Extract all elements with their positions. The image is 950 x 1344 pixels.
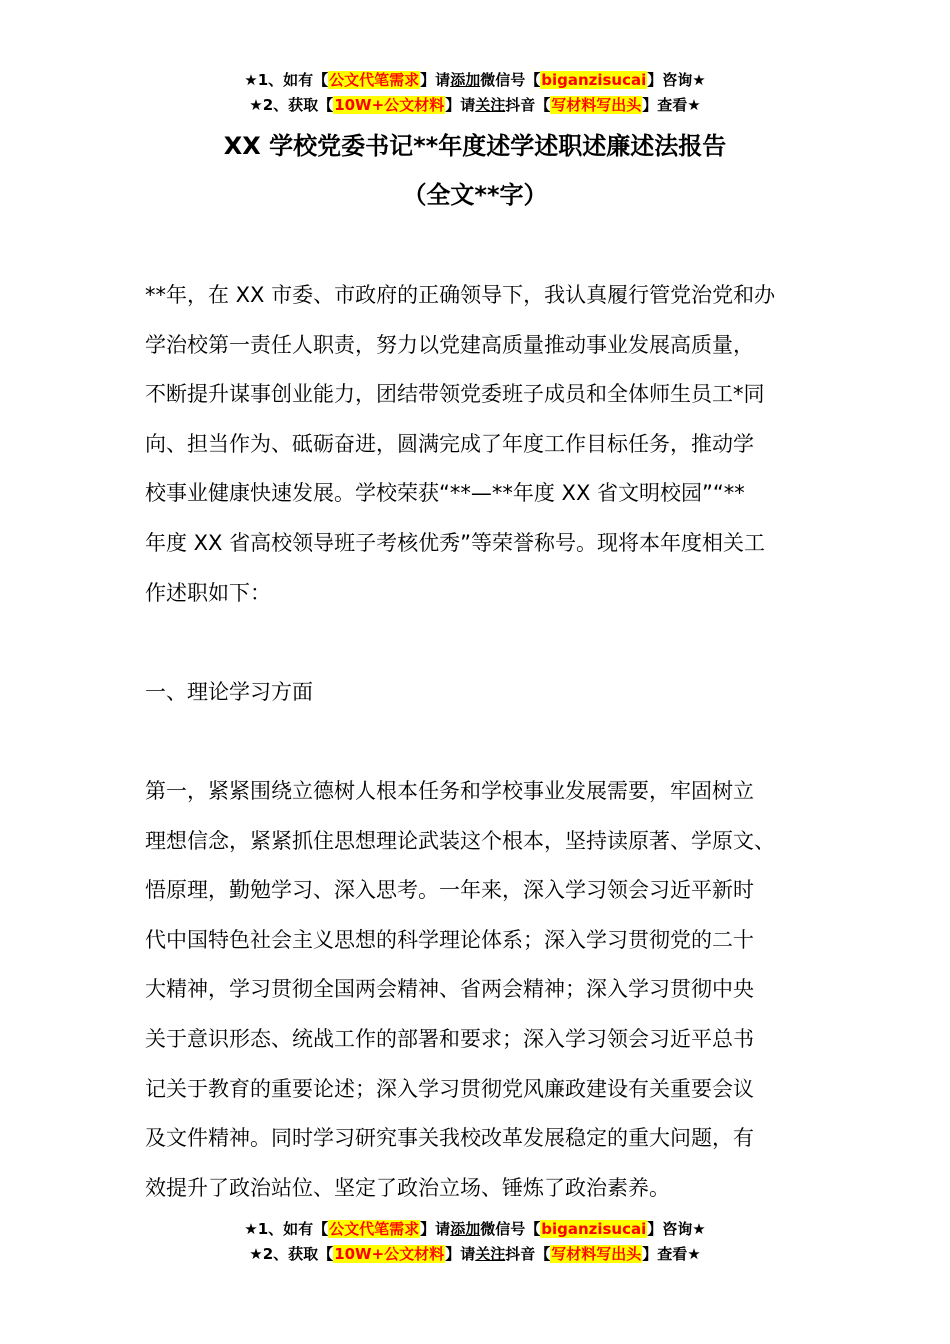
text-line: 大精神，学习贯彻全国两会精神、省两会精神；深入学习贯彻中央: [145, 977, 754, 1002]
intro-paragraph: [145, 271, 825, 618]
bottom-banner-line-2: [0, 1243, 950, 1265]
banner-text: ★2、获取【: [249, 1245, 334, 1263]
text-line: 悟原理，勤勉学习、深入思考。一年来，深入学习领会习近平新时: [145, 878, 754, 903]
top-banner-line-1: [0, 69, 950, 91]
banner-douyin-id: 写材料写出头: [551, 96, 642, 114]
banner-text: 】请: [445, 1245, 476, 1263]
text-line: 第一，紧紧围绕立德树人根本任务和学校事业发展需要，牢固树立: [145, 779, 754, 803]
text-line: 及文件精神。同时学习研究事关我校改革发展稳定的重大问题，有: [145, 1126, 754, 1151]
banner-highlight: 公文代笔需求: [329, 71, 420, 89]
banner-text: 】咨询★: [647, 71, 706, 89]
banner-wechat-id: biganzisucai: [541, 71, 647, 89]
banner-text: 抖音【: [505, 1245, 551, 1263]
section-heading: 一、理论学习方面: [145, 680, 313, 704]
text-line: 校事业健康快速发展。学校荣获“**—**年度 XX 省文明校园”“**: [145, 481, 745, 506]
banner-text: 】请: [420, 1220, 451, 1238]
text-line: 向、担当作为、砥砺奋进，圆满完成了年度工作目标任务，推动学: [145, 431, 754, 456]
text-line: 作述职如下：: [145, 580, 271, 605]
banner-underline: 添加: [450, 71, 481, 89]
top-banner-line-2: [0, 94, 950, 116]
banner-underline: 关注: [475, 96, 506, 114]
banner-wechat-id: biganzisucai: [541, 1220, 647, 1238]
text-line: 记关于教育的重要论述；深入学习贯彻党风廉政建设有关重要会议: [145, 1076, 754, 1101]
text-line: 效提升了政治站位、坚定了政治立场、锤炼了政治素养。: [145, 1175, 670, 1200]
banner-underline: 关注: [475, 1245, 506, 1263]
banner-text: ★2、获取【: [249, 96, 334, 114]
banner-text: 】查看★: [642, 1245, 701, 1263]
text-line: 不断提升谋事创业能力，团结带领党委班子成员和全体师生员工*同: [145, 382, 765, 407]
bottom-banner-line-1: [0, 1218, 950, 1240]
banner-text: 微信号【: [480, 1220, 541, 1238]
text-line: 代中国特色社会主义思想的科学理论体系；深入学习贯彻党的二十: [145, 927, 754, 952]
banner-text: 】请: [445, 96, 476, 114]
banner-highlight: 公文代笔需求: [329, 1220, 420, 1238]
text-line: **年，在 XX 市委、市政府的正确领导下，我认真履行管党治党和办: [145, 283, 776, 307]
banner-douyin-id: 写材料写出头: [551, 1245, 642, 1263]
banner-text: 】查看★: [642, 96, 701, 114]
banner-highlight: 10W+公文材料: [334, 1245, 445, 1263]
text-line: 理想信念，紧紧抓住思想理论武装这个根本，坚持读原著、学原文、: [145, 828, 775, 853]
banner-text: ★1、如有【: [244, 1220, 329, 1238]
banner-text: 微信号【: [480, 71, 541, 89]
document-subtitle: （全文**字）: [402, 181, 548, 209]
banner-underline: 添加: [450, 1220, 481, 1238]
banner-text: ★1、如有【: [244, 71, 329, 89]
banner-text: 】请: [420, 71, 451, 89]
text-line: 学治校第一责任人职责，努力以党建高质量推动事业发展高质量，: [145, 332, 754, 357]
banner-highlight: 10W+公文材料: [334, 96, 445, 114]
text-line: 关于意识形态、统战工作的部署和要求；深入学习领会习近平总书: [145, 1026, 754, 1051]
banner-text: 】咨询★: [647, 1220, 706, 1238]
document-title: XX 学校党委书记**年度述学述职述廉述法报告: [223, 132, 727, 160]
banner-text: 抖音【: [505, 96, 551, 114]
text-line: 年度 XX 省高校领导班子考核优秀”等荣誉称号。现将本年度相关工: [145, 530, 765, 555]
section-paragraph: [145, 767, 825, 1213]
